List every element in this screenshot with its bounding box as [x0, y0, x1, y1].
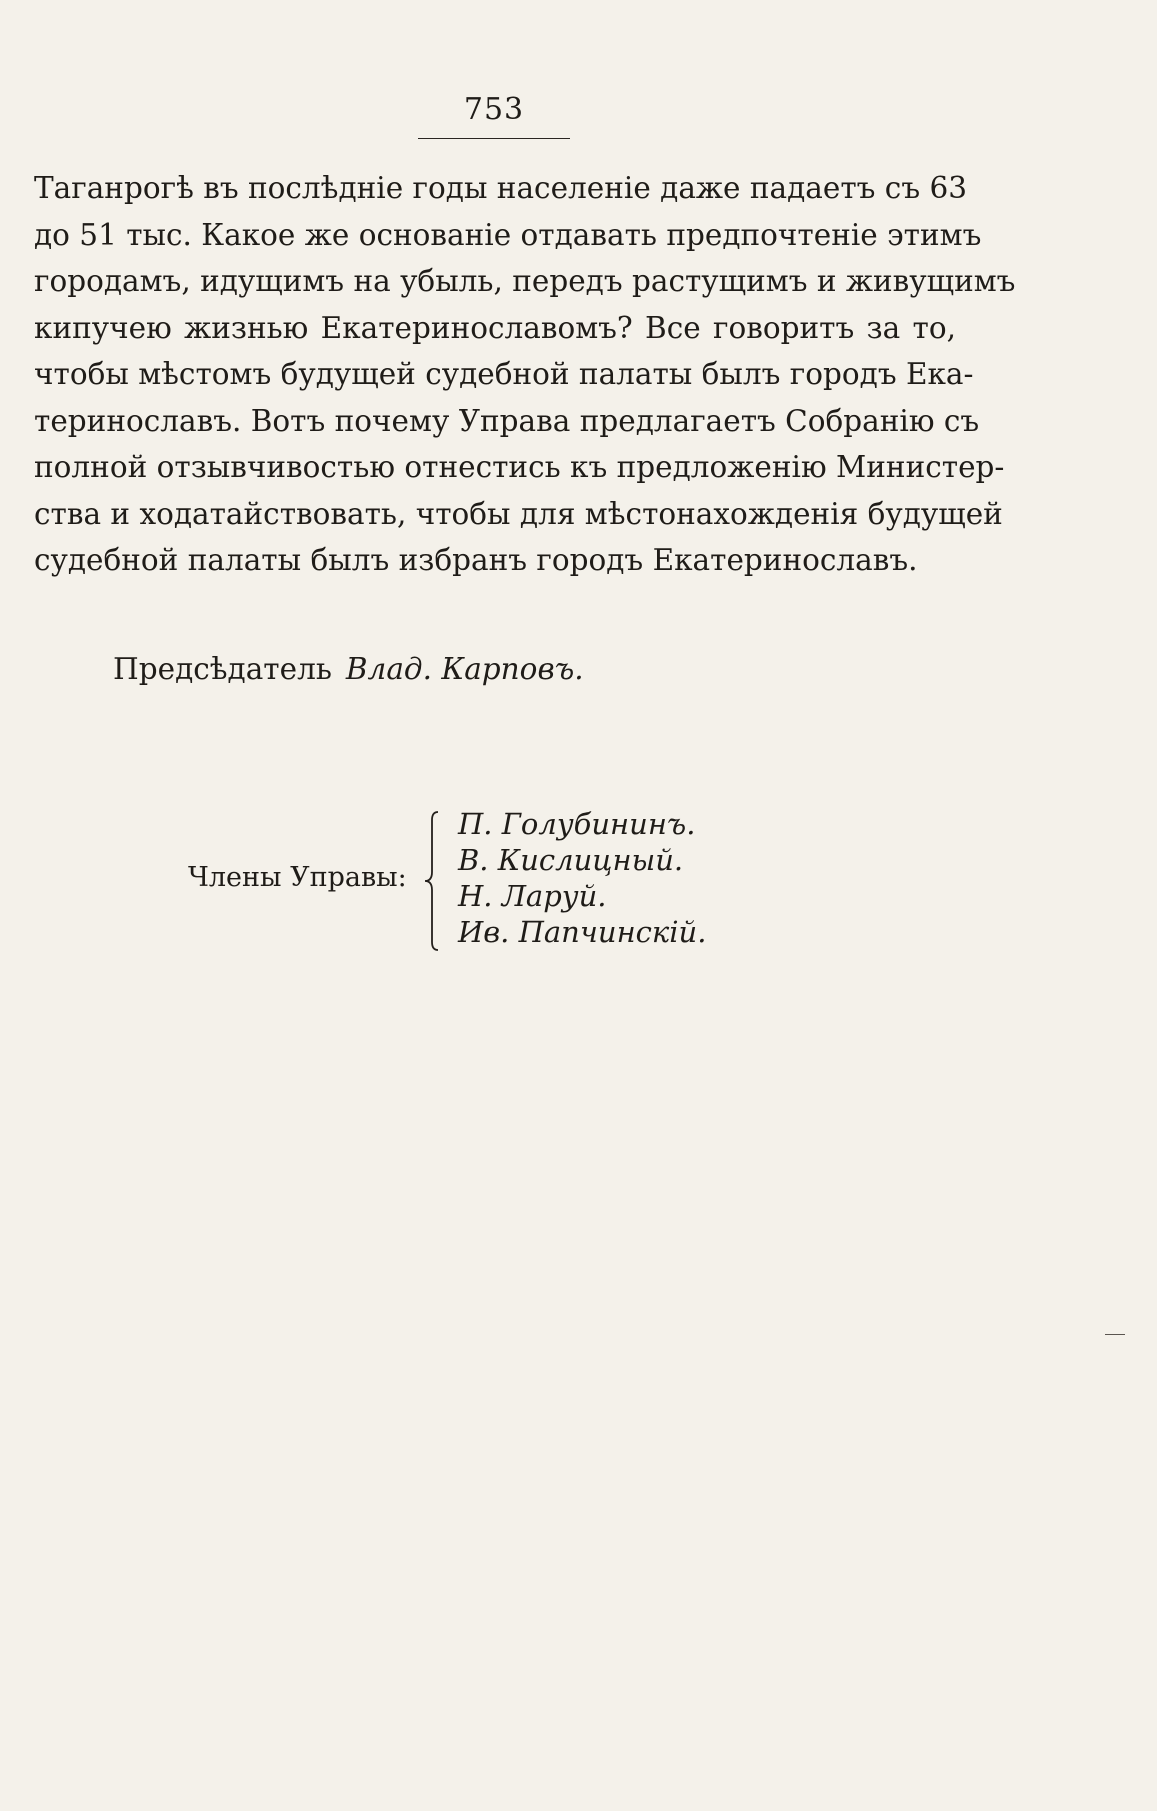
- paragraph-line: до 51 тыс. Какое же основаніе отдавать предпочтеніе этимъ: [34, 217, 982, 252]
- paragraph-line: городамъ, идущимъ на убыль, передъ растущимъ и живущимъ: [34, 264, 1016, 298]
- paragraph-line: полной отзывчивостью отнестись къ предложенію Министер-: [34, 450, 1005, 484]
- page-number-rule: [418, 138, 570, 139]
- margin-mark: [1105, 1334, 1125, 1335]
- chairman-signature: Влад. Карповъ.: [345, 652, 584, 686]
- chairman-title: Предсѣдатель: [113, 652, 332, 686]
- member-name: Ив. Папчинскій.: [458, 915, 707, 949]
- member-name: В. Кислицный.: [458, 843, 684, 877]
- member-name: П. Голубининъ.: [458, 807, 696, 841]
- paragraph-line: теринославъ. Вотъ почему Управа предлагаетъ Собранію съ: [34, 403, 980, 438]
- page-number: 753: [463, 92, 525, 127]
- paragraph-line: Таганрогѣ въ послѣдніе годы населеніе даже падаетъ съ 63: [34, 171, 968, 205]
- paragraph-line: кипучею жизнью Екатеринославомъ? Все говоритъ за то,: [34, 310, 956, 345]
- body-paragraph: [34, 165, 1016, 584]
- paragraph-line: чтобы мѣстомъ будущей судебной палаты былъ городъ Ека-: [34, 357, 974, 391]
- members-label: Члены Управы:: [188, 862, 407, 893]
- paragraph-line: ства и ходатайствовать, чтобы для мѣстонахожденія будущей: [34, 496, 1003, 531]
- paragraph-line: судебной палаты былъ избранъ городъ Екатеринославъ.: [34, 543, 918, 577]
- member-name: Н. Ларуй.: [458, 879, 607, 913]
- members-brace: [422, 810, 442, 952]
- chairman-signature-line: [113, 652, 584, 686]
- members-list: [458, 806, 706, 950]
